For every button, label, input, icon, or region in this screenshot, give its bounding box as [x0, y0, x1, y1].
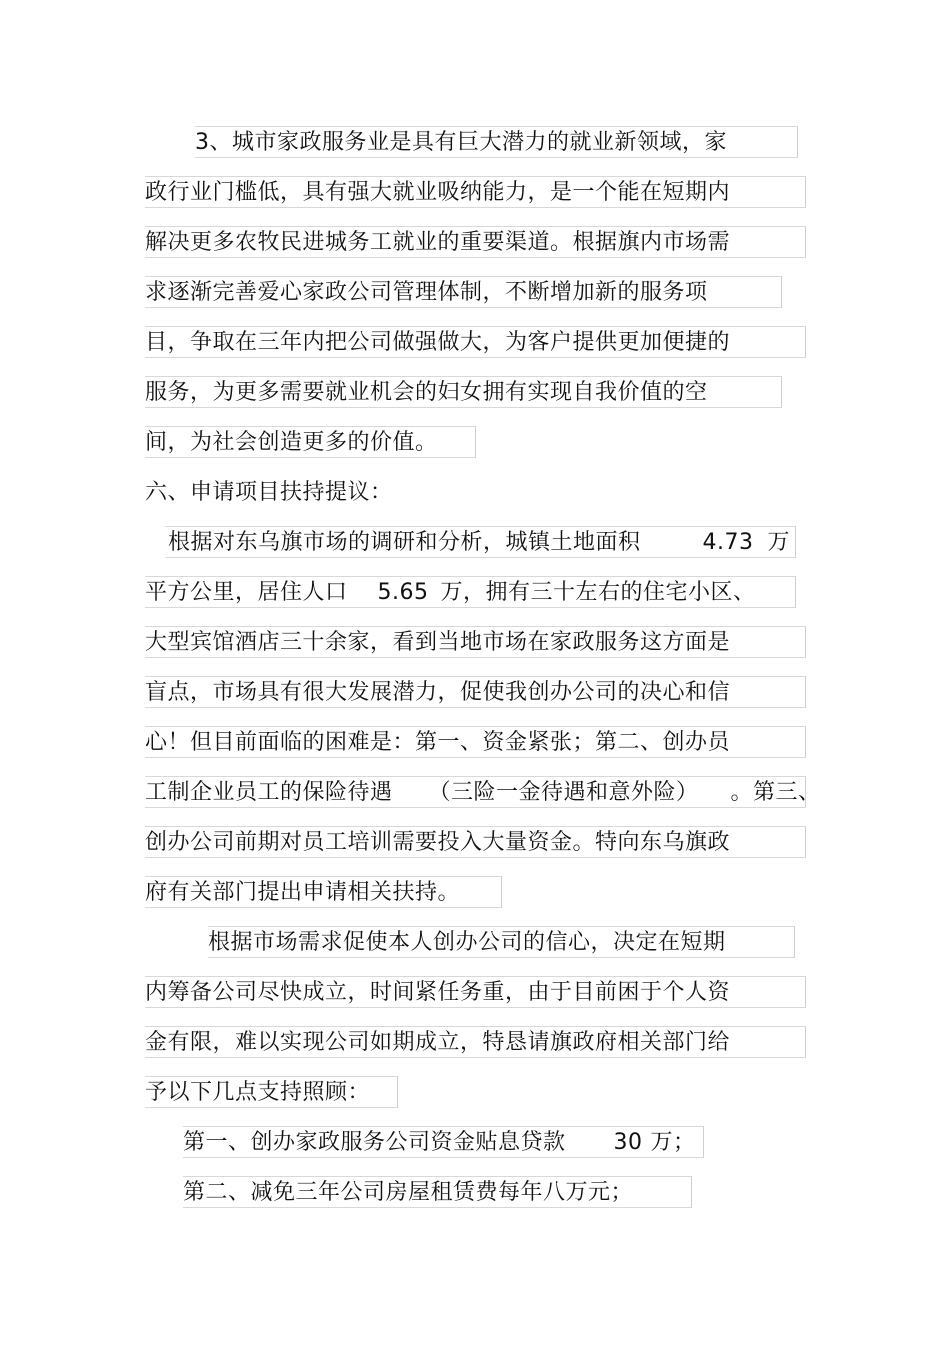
paragraph-line: 3、城市家政服务业是具有巨大潜力的就业新领域，家: [195, 130, 727, 155]
text-run: 万，拥有三十左右的住宅小区、: [440, 580, 756, 605]
text-run: （三险一金待遇和意外险）: [428, 780, 699, 805]
paragraph-line: 根据市场需求促使本人创办公司的信心，决定在短期: [208, 930, 726, 955]
paragraph-line: 盲点，市场具有很大发展潜力，促使我创办公司的决心和信: [145, 680, 731, 705]
number-value: 4.73: [702, 530, 754, 555]
text-run: 万: [767, 530, 791, 555]
paragraph-line: 创办公司前期对员工培训需要投入大量资金。特向东乌旗政: [145, 830, 731, 855]
paragraph-line: 解决更多农牧民进城务工就业的重要渠道。根据旗内市场需: [145, 230, 731, 255]
paragraph-line: 心！但目前面临的困难是：第一、资金紧张；第二、创办员: [145, 730, 731, 755]
list-item: 第二、减免三年公司房屋租赁费每年八万元；: [183, 1180, 634, 1205]
text-run: 第一、创办家政服务公司资金贴息贷款: [183, 1130, 566, 1155]
paragraph-line: 予以下几点支持照顾：: [145, 1080, 371, 1105]
number-value: 30: [613, 1130, 643, 1155]
paragraph-line: 求逐渐完善爱心家政公司管理体制，不断增加新的服务项: [145, 280, 708, 305]
text-run: 万；: [650, 1130, 696, 1155]
paragraph-line: [145, 776, 821, 810]
paragraph-line: 政行业门槛低，具有强大就业吸纳能力，是一个能在短期内: [145, 180, 731, 205]
text-run: 。第三、: [730, 780, 821, 805]
paragraph-line: 目，争取在三年内把公司做强做大，为客户提供更加便捷的: [145, 330, 731, 355]
paragraph-line: 大型宾馆酒店三十余家，看到当地市场在家政服务这方面是: [145, 630, 731, 655]
paragraph-line: 间，为社会创造更多的价值。: [145, 430, 438, 455]
number-value: 5.65: [377, 580, 429, 605]
paragraph-line: 金有限，难以实现公司如期成立，特恳请旗政府相关部门给: [145, 1030, 731, 1055]
paragraph-line: [168, 526, 790, 560]
text-run: 根据对东乌旗市场的调研和分析，城镇土地面积: [168, 530, 641, 555]
text-run: 工制企业员工的保险待遇: [145, 780, 393, 805]
list-item: [183, 1126, 696, 1160]
paragraph-line: [145, 576, 756, 610]
paragraph-line: 内筹备公司尽快成立，时间紧任务重，由于目前困于个人资: [145, 980, 731, 1005]
text-run: 平方公里，居住人口: [145, 580, 348, 605]
paragraph-line: 府有关部门提出申请相关扶持。: [145, 880, 461, 905]
paragraph-line: 服务，为更多需要就业机会的妇女拥有实现自我价值的空: [145, 380, 708, 405]
section-heading: 六、申请项目扶持提议：: [145, 480, 393, 505]
